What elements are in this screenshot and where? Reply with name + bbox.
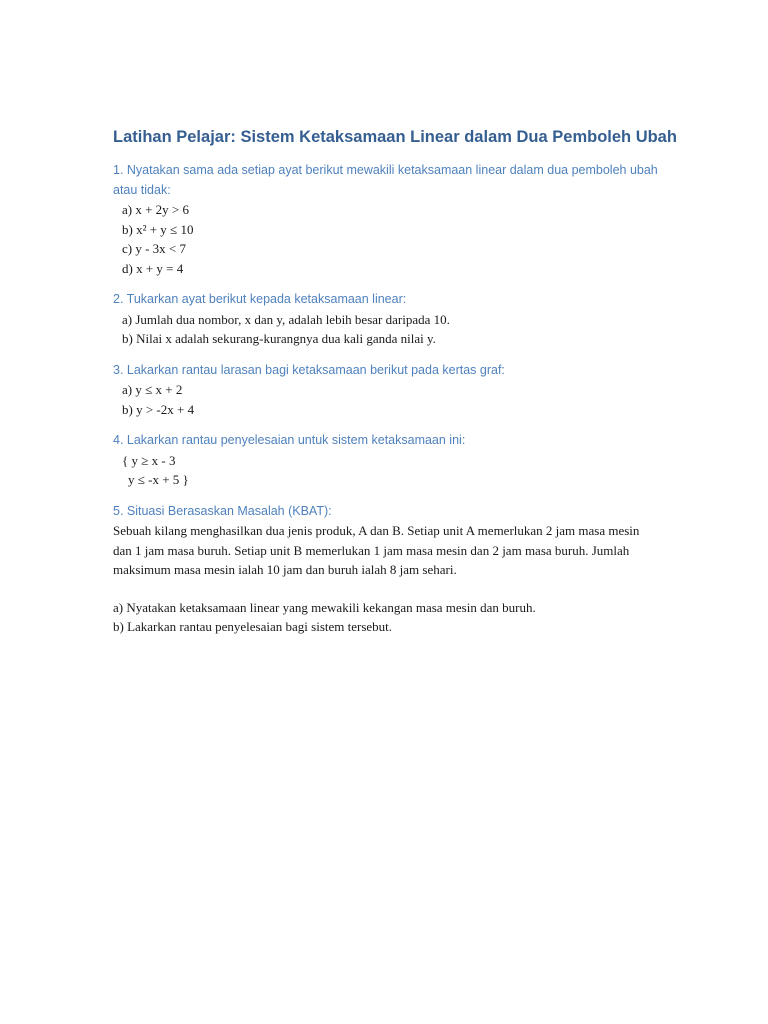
- document-content: [113, 124, 677, 649]
- question-3-heading: 3. Lakarkan rantau larasan bagi ketaksamaan berikut pada kertas graf:: [113, 362, 505, 377]
- question-1-item-d: d) x + y = 4: [122, 260, 184, 276]
- question-2-item-a: a) Jumlah dua nombor, x dan y, adalah lebih besar daripada 10.: [122, 311, 450, 327]
- question-2: [113, 290, 658, 349]
- question-5-item-a: a) Nyatakan ketaksamaan linear yang mewakili kekangan masa mesin dan buruh.: [113, 599, 536, 615]
- question-3: [113, 361, 658, 420]
- document-title: Latihan Pelajar: Sistem Ketaksamaan Linear dalam Dua Pemboleh Ubah: [113, 128, 677, 146]
- paragraph-spacer: [113, 580, 658, 598]
- question-1-heading: 1. Nyatakan sama ada setiap ayat berikut mewakili ketaksamaan linear dalam dua pemboleh ubah atau tidak:: [113, 163, 658, 197]
- question-1: [113, 161, 658, 278]
- question-2-heading: 2. Tukarkan ayat berikut kepada ketaksamaan linear:: [113, 292, 407, 306]
- question-3-item-a: a) y ≤ x + 2: [122, 382, 183, 397]
- question-3-item-b: b) y > -2x + 4: [122, 401, 195, 417]
- question-2-item-b: b) Nilai x adalah sekurang-kurangnya dua kali ganda nilai y.: [122, 331, 436, 346]
- question-1-item-b: b) x² + y ≤ 10: [122, 221, 194, 237]
- question-5-paragraph: Sebuah kilang menghasilkan dua jenis produk, A dan B. Setiap unit A memerlukan 2 jam masa mesin dan 1 jam masa buruh. Setiap unit B memerlukan 1 jam masa mesin dan 2 jam masa buruh. Jumlah maksimum masa mesin ialah 10 jam dan buruh ialah 8 jam sehari.: [113, 523, 640, 577]
- question-5: [113, 502, 658, 637]
- question-5-item-b: b) Lakarkan rantau penyelesaian bagi sistem tersebut.: [113, 619, 393, 634]
- question-5-heading: 5. Situasi Berasaskan Masalah (KBAT):: [113, 503, 332, 518]
- question-1-item-c: c) y - 3x < 7: [122, 241, 187, 256]
- question-4-system-line-2: y ≤ -x + 5 }: [128, 472, 189, 487]
- question-4: [113, 431, 658, 490]
- question-1-item-a: a) x + 2y > 6: [122, 202, 190, 217]
- question-4-heading: 4. Lakarkan rantau penyelesaian untuk sistem ketaksamaan ini:: [113, 433, 466, 447]
- question-4-system-line-1: { y ≥ x - 3: [122, 452, 176, 468]
